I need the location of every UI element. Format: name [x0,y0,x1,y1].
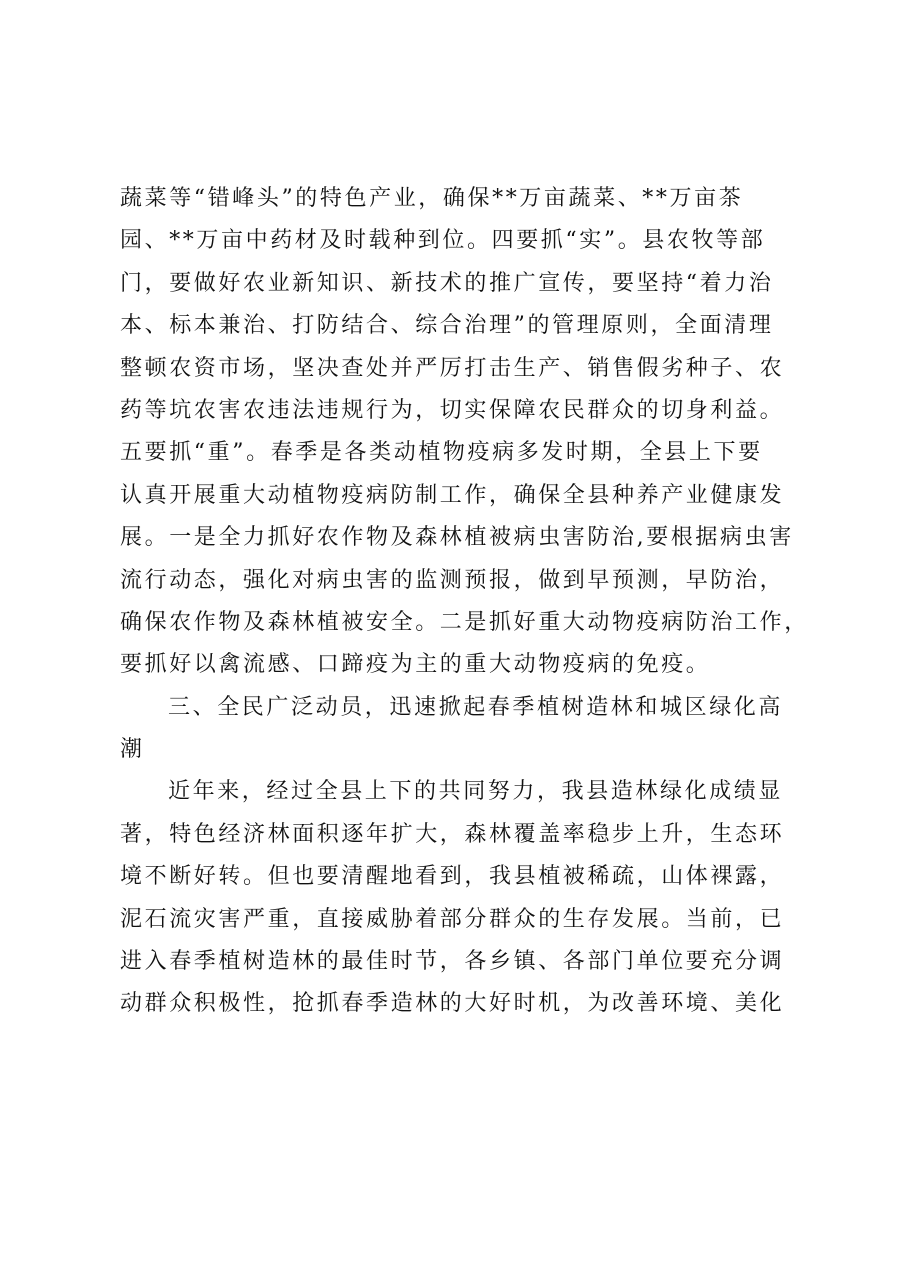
section-heading-continuation: 潮 [120,737,145,763]
text-line: 整顿农资市场，坚决查处并严厉打击生产、销售假劣种子、农 [120,355,785,381]
text-line: 园、**万亩中药材及时载种到位。四要抓“实”。县农牧等部 [120,228,766,254]
text-line: 泥石流灾害严重，直接威胁着部分群众的生存发展。当前，已 [120,906,785,932]
text-line: 近年来，经过全县上下的共同努力，我县造林绿化成绩显 [168,779,784,805]
text-line: 展。一是全力抓好农作物及森林植被病虫害防治,要根据病虫害 [120,525,794,551]
text-line: 进入春季植树造林的最佳时节，各乡镇、各部门单位要充分调 [120,949,785,975]
text-line: 本、标本兼治、打防结合、综合治理”的管理原则，全面清理 [120,313,774,339]
text-line: 认真开展重大动植物疫病防制工作，确保全县种养产业健康发 [120,482,785,508]
text-line: 门，要做好农业新知识、新技术的推广宣传，要坚持“着力治 [120,270,774,296]
text-line: 蔬菜等“错峰头”的特色产业，确保**万亩蔬菜、**万亩茶 [120,186,744,211]
body-text [120,178,809,1026]
text-line: 药等坑农害农违法违规行为，切实保障农民群众的切身利益。 [120,397,785,423]
section-heading: 三、全民广泛动员，迅速掀起春季植树造林和城区绿化高 [168,694,784,720]
text-line: 动群众积极性，抢抓春季造林的大好时机，为改善环境、美化 [120,991,785,1017]
text-line: 要抓好以禽流感、口蹄疫为主的重大动物疫病的免疫。 [120,652,711,678]
text-line: 流行动态，强化对病虫害的监测预报，做到早预测，早防治， [120,567,785,593]
text-line: 确保农作物及森林植被安全。二是抓好重大动物疫病防治工作， [120,609,809,635]
text-line: 五要抓“重”。春季是各类动植物疫病多发时期，全县上下要 [120,440,763,466]
text-line: 境不断好转。但也要清醒地看到，我县植被稀疏，山体裸露， [120,864,785,890]
text-line: 著，特色经济林面积逐年扩大，森林覆盖率稳步上升，生态环 [120,821,785,847]
